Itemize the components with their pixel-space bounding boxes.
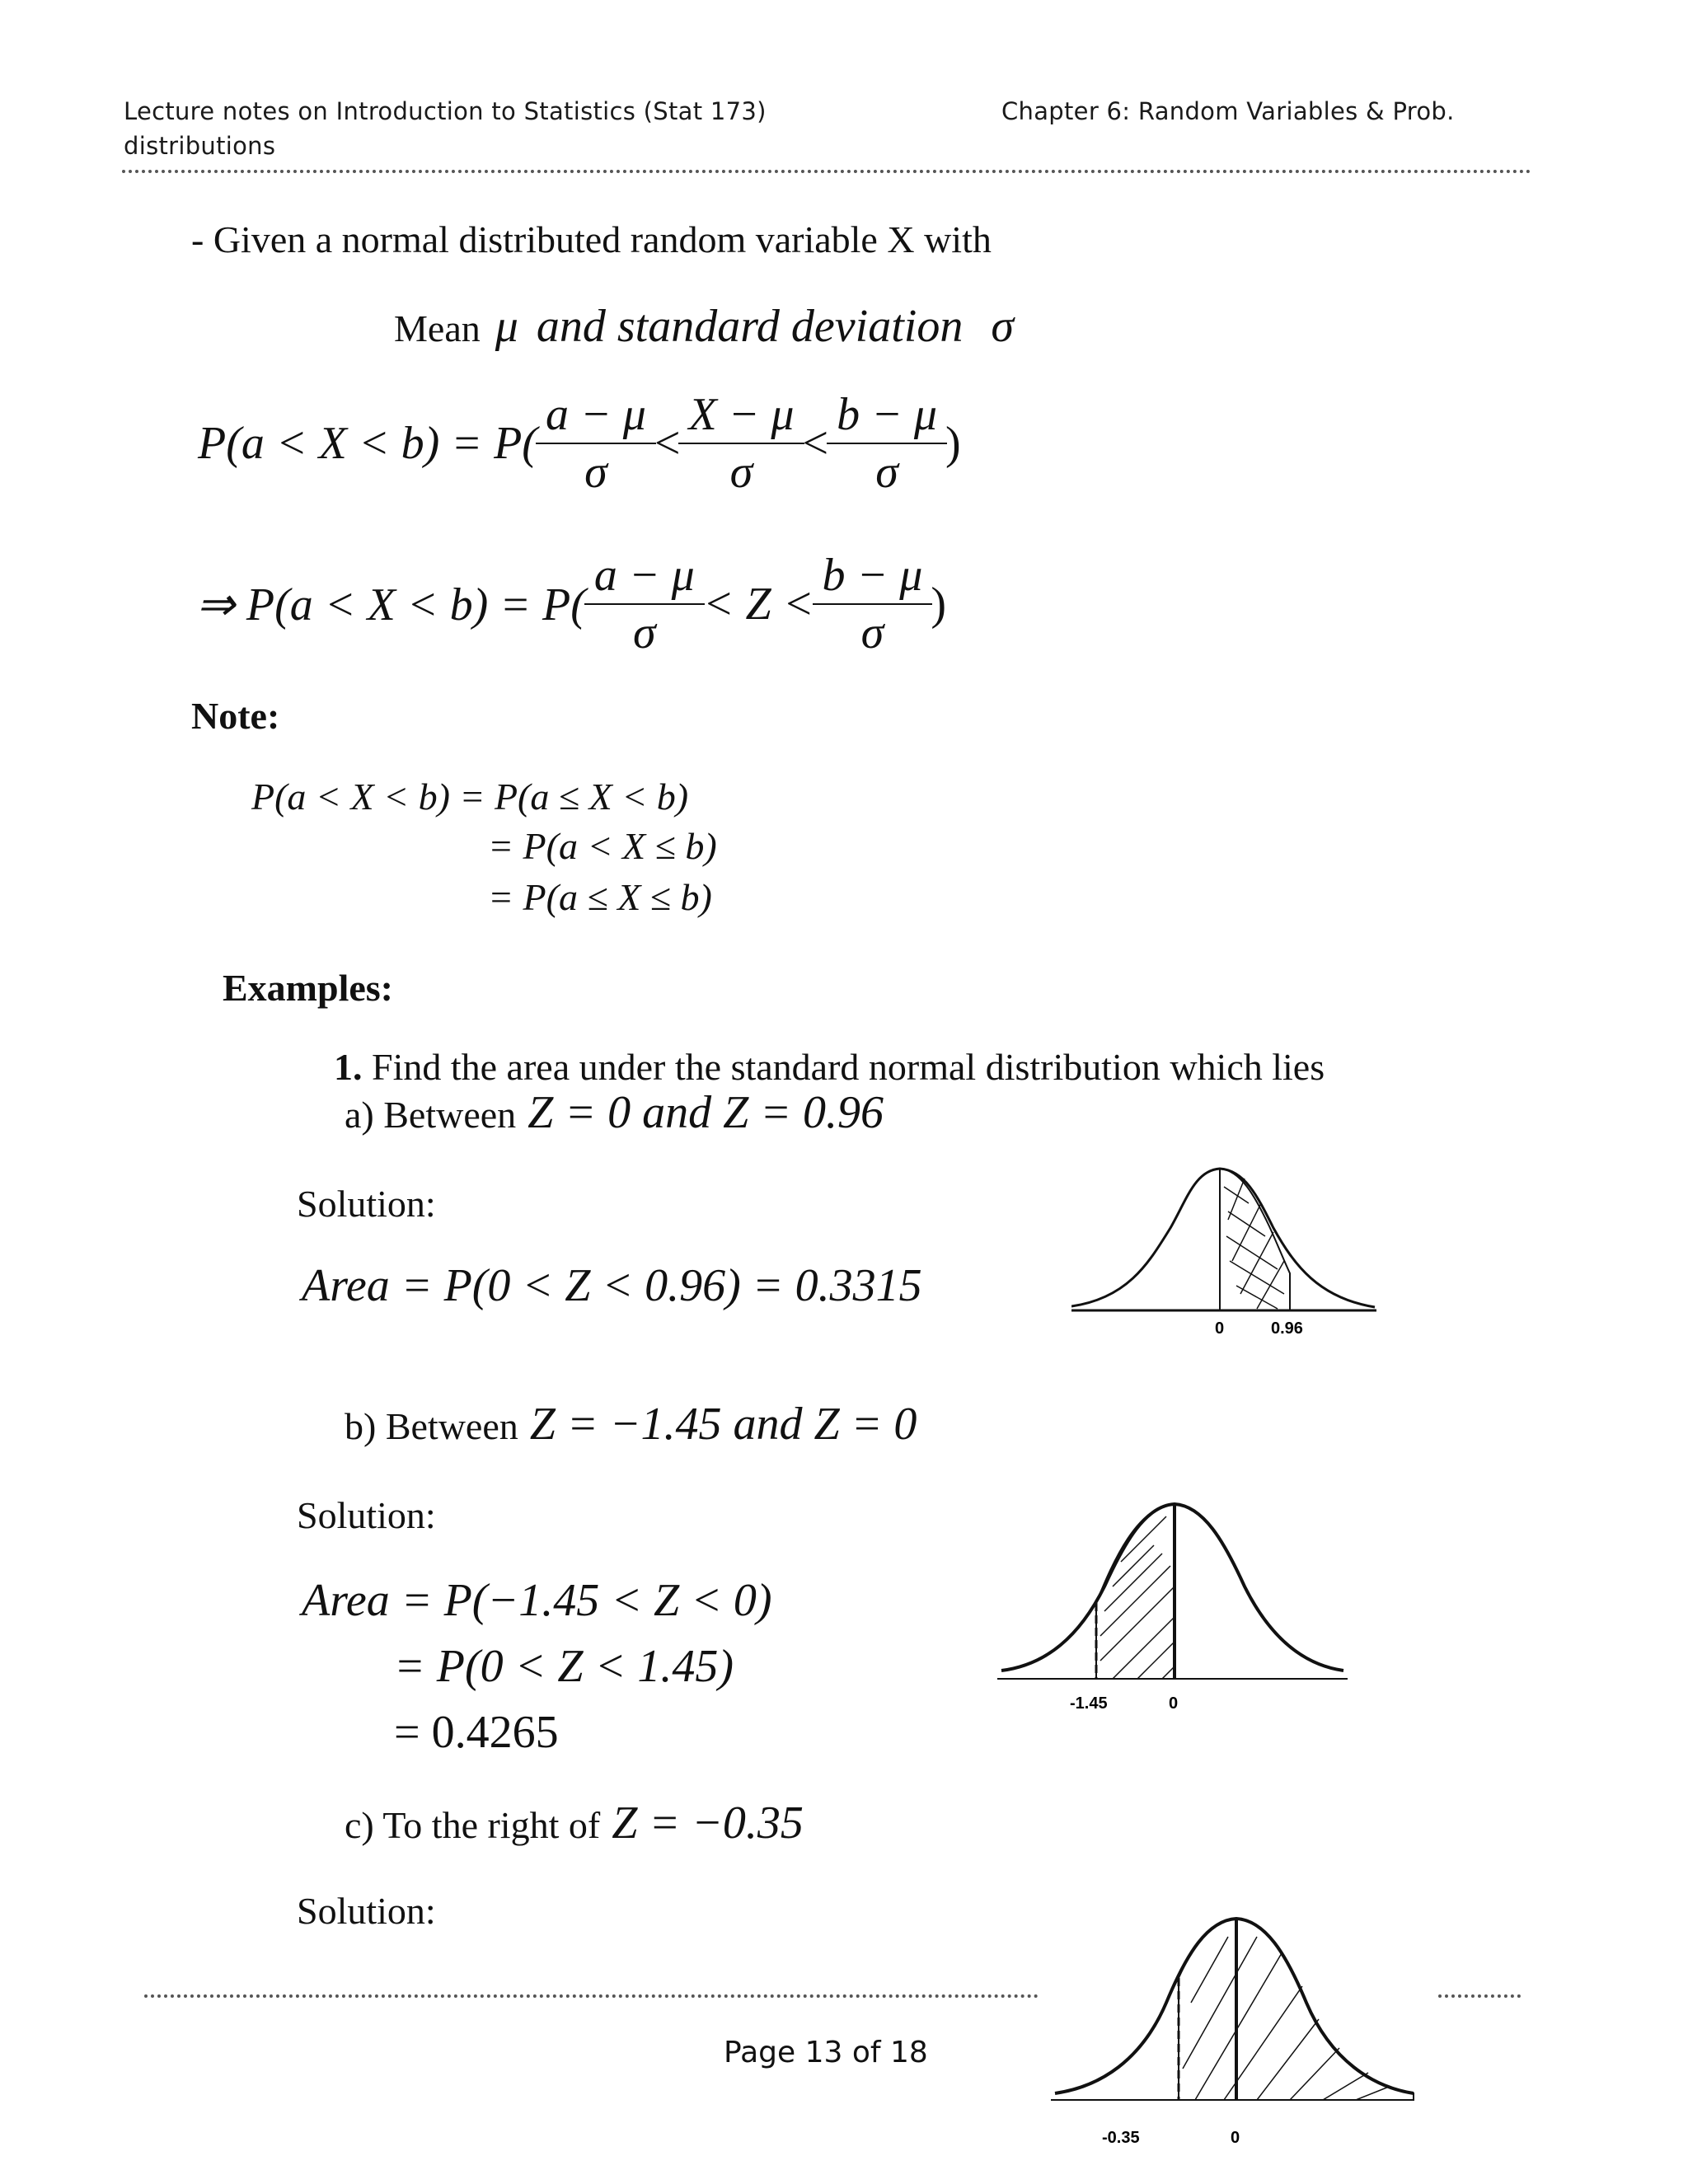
mu-symbol: μ xyxy=(495,301,518,352)
eq1-fraction-a: $\frac{a - \mu}{\sigma}$ xyxy=(541,391,651,495)
part-c-math: Z = −0.35 xyxy=(612,1797,804,1849)
header-chapter: Chapter 6: Random Variables & Prob. xyxy=(1001,97,1455,125)
sigma-symbol: σ xyxy=(991,301,1014,352)
eq2-lhs: ⇒ P(a < X < b) = P( xyxy=(196,579,586,630)
figure-a-tick-096: 0.96 xyxy=(1271,1319,1303,1338)
header-course-title: Lecture notes on Introduction to Statistics (Stat 173) xyxy=(124,97,767,125)
part-c-heading xyxy=(345,1797,804,1849)
mean-word: Mean xyxy=(394,307,481,349)
std-dev-text: and standard deviation xyxy=(536,301,964,352)
part-a-answer: Area = P(0 < Z < 0.96) = 0.3315 xyxy=(302,1260,922,1311)
equation-standardize xyxy=(198,389,961,498)
note-line-1: P(a < X < b) = P(a ≤ X < b) xyxy=(251,776,689,818)
figure-b-curve xyxy=(1001,1504,1343,1671)
part-b-solution-label: Solution: xyxy=(297,1494,436,1536)
question-text: Find the area under the standard normal distribution which lies xyxy=(372,1046,1325,1088)
note-line-3: = P(a ≤ X ≤ b) xyxy=(488,876,712,918)
figure-c-tick-neg035: -0.35 xyxy=(1102,2129,1140,2147)
intro-text: - Given a normal distributed random variable X with xyxy=(191,218,992,260)
figure-b-tick-neg145: -1.45 xyxy=(1070,1694,1108,1713)
examples-label: Examples: xyxy=(223,967,393,1009)
note-line-2: = P(a < X ≤ b) xyxy=(488,825,717,867)
question-number: 1. xyxy=(334,1046,363,1088)
eq1-fraction-x: $\frac{X - \mu}{\sigma}$ xyxy=(683,391,799,495)
footer-divider-left xyxy=(144,1994,1039,1998)
figure-a-curve xyxy=(1071,1169,1375,1307)
figure-a-tick-0: 0 xyxy=(1215,1319,1225,1338)
part-a-math: Z = 0 and Z = 0.96 xyxy=(528,1087,884,1138)
figure-c-curve xyxy=(1055,1919,1414,2093)
eq1-fraction-b: $\frac{b - \mu}{\sigma}$ xyxy=(832,391,942,495)
mean-line xyxy=(394,300,1014,353)
part-b-answer-1: Area = P(−1.45 < Z < 0) xyxy=(302,1575,772,1626)
figure-a-normal-curve xyxy=(1071,1154,1385,1343)
part-b-answer-3: = 0.4265 xyxy=(394,1707,559,1758)
part-c-solution-label: Solution: xyxy=(297,1890,436,1932)
figure-b-tick-0: 0 xyxy=(1169,1694,1179,1713)
part-b-prefix: b) Between xyxy=(345,1405,518,1447)
part-b-heading xyxy=(345,1398,917,1451)
header-course-title-cont: distributions xyxy=(124,132,276,160)
note-label: Note: xyxy=(191,695,280,737)
eq1-close: ) xyxy=(945,418,961,469)
page-number: Page 13 of 18 xyxy=(724,2036,928,2069)
eq2-mid: < Z < xyxy=(702,579,814,630)
footer-divider-right xyxy=(1438,1994,1521,1998)
figure-b-normal-curve xyxy=(997,1496,1352,1727)
part-a-heading xyxy=(345,1086,884,1139)
equation-z xyxy=(196,552,946,656)
header-divider xyxy=(122,170,1531,173)
figure-c-tick-0: 0 xyxy=(1231,2129,1240,2147)
eq1-less-than-2: < xyxy=(802,418,829,469)
part-a-solution-label: Solution: xyxy=(297,1183,436,1225)
eq2-close: ) xyxy=(931,579,947,630)
part-b-math: Z = −1.45 and Z = 0 xyxy=(529,1399,917,1450)
eq2-fraction-b: $\frac{b - \mu}{\sigma}$ xyxy=(818,552,928,656)
eq1-less-than: < xyxy=(654,418,681,469)
part-b-answer-2: = P(0 < Z < 1.45) xyxy=(394,1641,734,1692)
eq2-fraction-a: $\frac{a - \mu}{\sigma}$ xyxy=(589,552,700,656)
part-a-prefix: a) Between xyxy=(345,1094,517,1136)
figure-b-hatching xyxy=(1100,1516,1175,1679)
figure-c-shaded-region xyxy=(1179,1919,1414,2100)
question-1 xyxy=(334,1045,1325,1089)
eq1-lhs: P(a < X < b) = P( xyxy=(198,418,537,469)
part-c-prefix: c) To the right of xyxy=(345,1804,601,1846)
figure-c-normal-curve xyxy=(1051,1904,1430,2151)
